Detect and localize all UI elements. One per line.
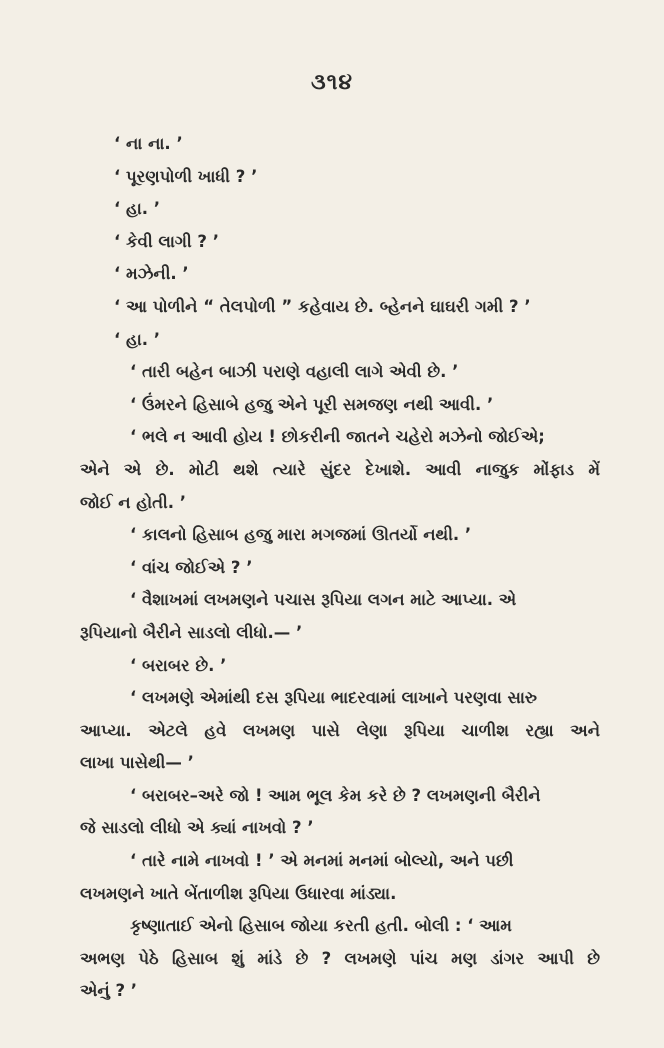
text-line: લખમણને ખાતે બેંતાળીશ રૂપિયા ઉધારવા માંડ્યા. xyxy=(80,883,397,903)
text-line: એને એ છે. મોટી થશે ત્યારે સુંદર દેખાશે. આવી નાજુક મોંફાડ મેં xyxy=(80,459,600,479)
text-line: ‘ બરાબર–અરે જો ! આમ ભૂલ કેમ કરે છે ? લખમણની બૈરીને xyxy=(130,785,541,805)
text-line: જે સાડલો લીધો એ ક્યાં નાખવો ? ’ xyxy=(80,818,314,838)
text-line: આપ્યા. એટલે હવે લખમણ પાસે લેણા રૂપિયા ચાળીશ રહ્યા અને xyxy=(80,720,600,740)
text-line: ‘ મઝેની. ’ xyxy=(114,264,189,284)
text-line: ‘ ભલે ન આવી હોય ! છોકરીની જાતને ચહેરો મઝેનો જોઈએ; xyxy=(130,427,545,447)
text-line: ‘ વૈશાખમાં લખમણને પચાસ રૂપિયા લગન માટે આપ્યા. એ xyxy=(130,590,517,610)
text-line: અભણ પેઠે હિસાબ શું માંડે છે ? લખમણે પાંચ મણ ડાંગર આપી છે xyxy=(80,948,600,968)
text-line: ‘ પૂરણપોળી ખાધી ? ’ xyxy=(114,166,258,186)
text-line: ‘ હા. ’ xyxy=(114,199,161,219)
text-line: ‘ હા. ’ xyxy=(114,329,161,349)
text-line: ‘ વાંચ જોઈએ ? ’ xyxy=(130,557,253,577)
text-line: ‘ લખમણે એમાંથી દસ રૂપિયા ભાદરવામાં લાખાને પરણવા સારુ xyxy=(130,688,538,708)
text-line: ‘ કેવી લાગી ? ’ xyxy=(114,231,220,251)
text-line: જોઈ ન હોતી. ’ xyxy=(80,492,187,512)
text-line: ‘ ના ના. ’ xyxy=(114,134,183,153)
text-line: ‘ તારે નામે નાખવો ! ’ એ મનમાં મનમાં બોલ્યો, અને પછી xyxy=(130,851,514,871)
text-line: ‘ આ પોળીને “ તેલપોળી ” કહેવાય છે. બ્હેનને ઘાઘરી ગમી ? ’ xyxy=(114,296,531,316)
text-line: રૂપિયાનો બૈરીને સાડલો લીધો.— ’ xyxy=(80,622,303,642)
text-line: ‘ તારી બહેન બાઝી પરાણે વહાલી લાગે એવી છે. ’ xyxy=(130,362,459,382)
page-body-text xyxy=(80,128,600,1008)
text-line: ‘ કાલનો હિસાબ હજુ મારા મગજમાં ઊતર્યો નથી. ’ xyxy=(130,525,472,545)
text-line: ‘ બરાબર છે. ’ xyxy=(130,655,227,675)
text-line: ‘ ઉંમરને હિસાબે હજુ એને પૂરી સમજણ નથી આવી. ’ xyxy=(130,394,494,414)
page-number: ૩૧૪ xyxy=(310,70,354,95)
text-line: એનું ? ’ xyxy=(80,981,138,1001)
text-line: લાખા પાસેથી— ’ xyxy=(80,753,194,773)
text-line: કૃષ્ણાતાઈ એનો હિસાબ જોયા કરતી હતી. બોલી : ‘ આમ xyxy=(130,916,512,936)
